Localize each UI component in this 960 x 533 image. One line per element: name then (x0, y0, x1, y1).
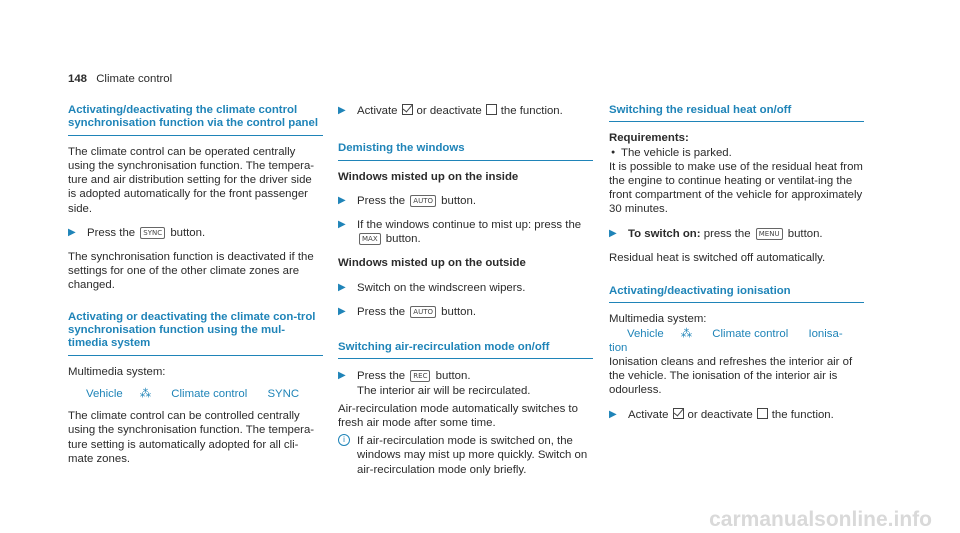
instruction-step (68, 226, 323, 240)
section-heading-demist (338, 142, 593, 160)
section-heading-1 (68, 104, 323, 136)
checkbox-checked-icon (673, 408, 684, 419)
step-text: Press the (357, 305, 406, 318)
heading-sync-multimedia: Activating or deactivating the climate con-trol synchronisation function using the mul-timedia system (68, 310, 316, 350)
info-note (338, 434, 593, 477)
watermark: carmanualsonline.info (709, 507, 932, 531)
path-sync: SYNC (267, 388, 300, 401)
step-text: the function. (771, 408, 834, 421)
path-separator-icon: ⁂ (139, 388, 152, 401)
step-text: Activate (628, 408, 669, 421)
page-header (68, 72, 172, 86)
heading-demisting: Demisting the windows (338, 142, 465, 155)
subheading: Windows misted up on the inside (338, 170, 519, 183)
path-ionisation: Ionisa- (808, 327, 843, 340)
instruction-step (338, 104, 593, 118)
menu-button-icon: MENU (756, 228, 783, 240)
step-arrow-icon: ▶ (609, 408, 617, 420)
heading-residual-heat: Switching the residual heat on/off (609, 104, 792, 116)
heading-ionisation: Activating/deactivating ionisation (609, 285, 791, 298)
path-separator-icon: ⁂ (680, 327, 693, 340)
section-heading-residual (609, 104, 864, 122)
checkbox-empty-icon (757, 408, 768, 419)
step-text: button. (435, 370, 471, 383)
section-heading-2 (68, 311, 323, 356)
instruction-step (338, 281, 593, 295)
step-arrow-icon: ▶ (338, 305, 346, 317)
paragraph: Ionisation cleans and refreshes the interior air of the vehicle. The ionisation of the interior air is odourless. (609, 356, 853, 397)
path-vehicle: Vehicle (627, 327, 664, 340)
recirculation-button-icon: REC (410, 370, 430, 382)
paragraph: Multimedia system: (68, 365, 166, 378)
section-title: Climate control (96, 73, 173, 85)
step-text: button. (385, 233, 421, 246)
step-text: press the (703, 227, 751, 240)
step-text: button. (441, 305, 477, 318)
path-climate: Climate control (712, 327, 789, 340)
paragraph: It is possible to make use of the residual heat from the engine to continue heating or ventilat-ing the front compartment of the vehicle for approximately 30 minutes. (609, 160, 863, 216)
step-arrow-icon: ▶ (338, 281, 346, 293)
instruction-step (338, 218, 593, 246)
step-label: To switch on: (628, 227, 701, 240)
heading-recirculation: Switching air-recirculation mode on/off (338, 341, 550, 354)
info-text: If air-recirculation mode is switched on, the windows may mist up more quickly. Switch on air-recirculation mode only briefly. (357, 435, 588, 476)
step-arrow-icon: ▶ (338, 219, 346, 231)
paragraph: Multimedia system: (609, 313, 707, 326)
column-3 (609, 104, 864, 432)
instruction-step (338, 194, 593, 208)
menu-path (86, 387, 323, 401)
list-item: ● The vehicle is parked. (609, 146, 864, 160)
paragraph: Residual heat is switched off automatically. (609, 251, 826, 264)
step-text: or deactivate (416, 105, 482, 117)
column-2 (338, 104, 593, 477)
subheading: Windows misted up on the outside (338, 257, 526, 270)
step-arrow-icon: ▶ (338, 105, 346, 116)
section-heading-ionisation (609, 285, 864, 303)
path-ionisation-tail: tion (609, 341, 628, 354)
step-text: Press the (357, 370, 406, 383)
auto-button-icon: AUTO (410, 306, 436, 318)
instruction-step (338, 369, 593, 397)
step-arrow-icon: ▶ (68, 226, 76, 238)
path-climate: Climate control (171, 388, 248, 401)
checkbox-empty-icon (486, 104, 497, 115)
menu-path (627, 327, 864, 341)
section-heading-recirc (338, 341, 593, 359)
auto-button-icon: AUTO (410, 195, 436, 207)
subheading: Requirements: (609, 132, 689, 145)
sync-button-icon: SYNC (140, 227, 165, 239)
step-text: Press the (357, 194, 406, 207)
step-text: The interior air will be recirculated. (357, 384, 531, 397)
step-text: or deactivate (687, 408, 753, 421)
paragraph: Air-recirculation mode automatically switches to fresh air mode after some time. (338, 402, 578, 430)
info-icon: i (338, 434, 350, 446)
instruction-step (609, 227, 864, 241)
paragraph: The climate control can be operated centrally using the synchronisation function. The tempera-ture and air distribution setting for the driver side is adopted automatically for the front passenger side. (68, 145, 315, 215)
page-number: 148 (68, 73, 88, 85)
paragraph: The climate control can be controlled centrally using the synchronisation function. The tempera-ture setting is automatically adopted for all cli-mate zones. (68, 410, 315, 465)
step-text: the function. (500, 105, 563, 117)
step-text: Switch on the windscreen wipers. (357, 281, 526, 294)
step-text: If the windows continue to mist up: press the (357, 219, 582, 232)
heading-sync-control-panel: Activating/deactivating the climate control synchronisation function via the control panel (68, 104, 318, 130)
step-text: button. (441, 194, 477, 207)
step-text: Press the (87, 226, 136, 239)
instruction-step (338, 305, 593, 319)
max-defrost-icon: MAX (359, 233, 381, 245)
menu-path-continuation (609, 341, 864, 355)
instruction-step (609, 408, 864, 422)
checkbox-checked-icon (402, 104, 413, 115)
paragraph: The synchronisation function is deactivated if the settings for one of the other climate zones are changed. (68, 251, 314, 292)
step-arrow-icon: ▶ (338, 194, 346, 206)
step-text: button. (787, 227, 823, 240)
path-vehicle: Vehicle (86, 388, 123, 401)
step-text: Activate (357, 105, 398, 117)
step-arrow-icon: ▶ (609, 227, 617, 239)
column-1 (68, 104, 323, 466)
step-arrow-icon: ▶ (338, 370, 346, 382)
step-text: button. (170, 226, 206, 239)
